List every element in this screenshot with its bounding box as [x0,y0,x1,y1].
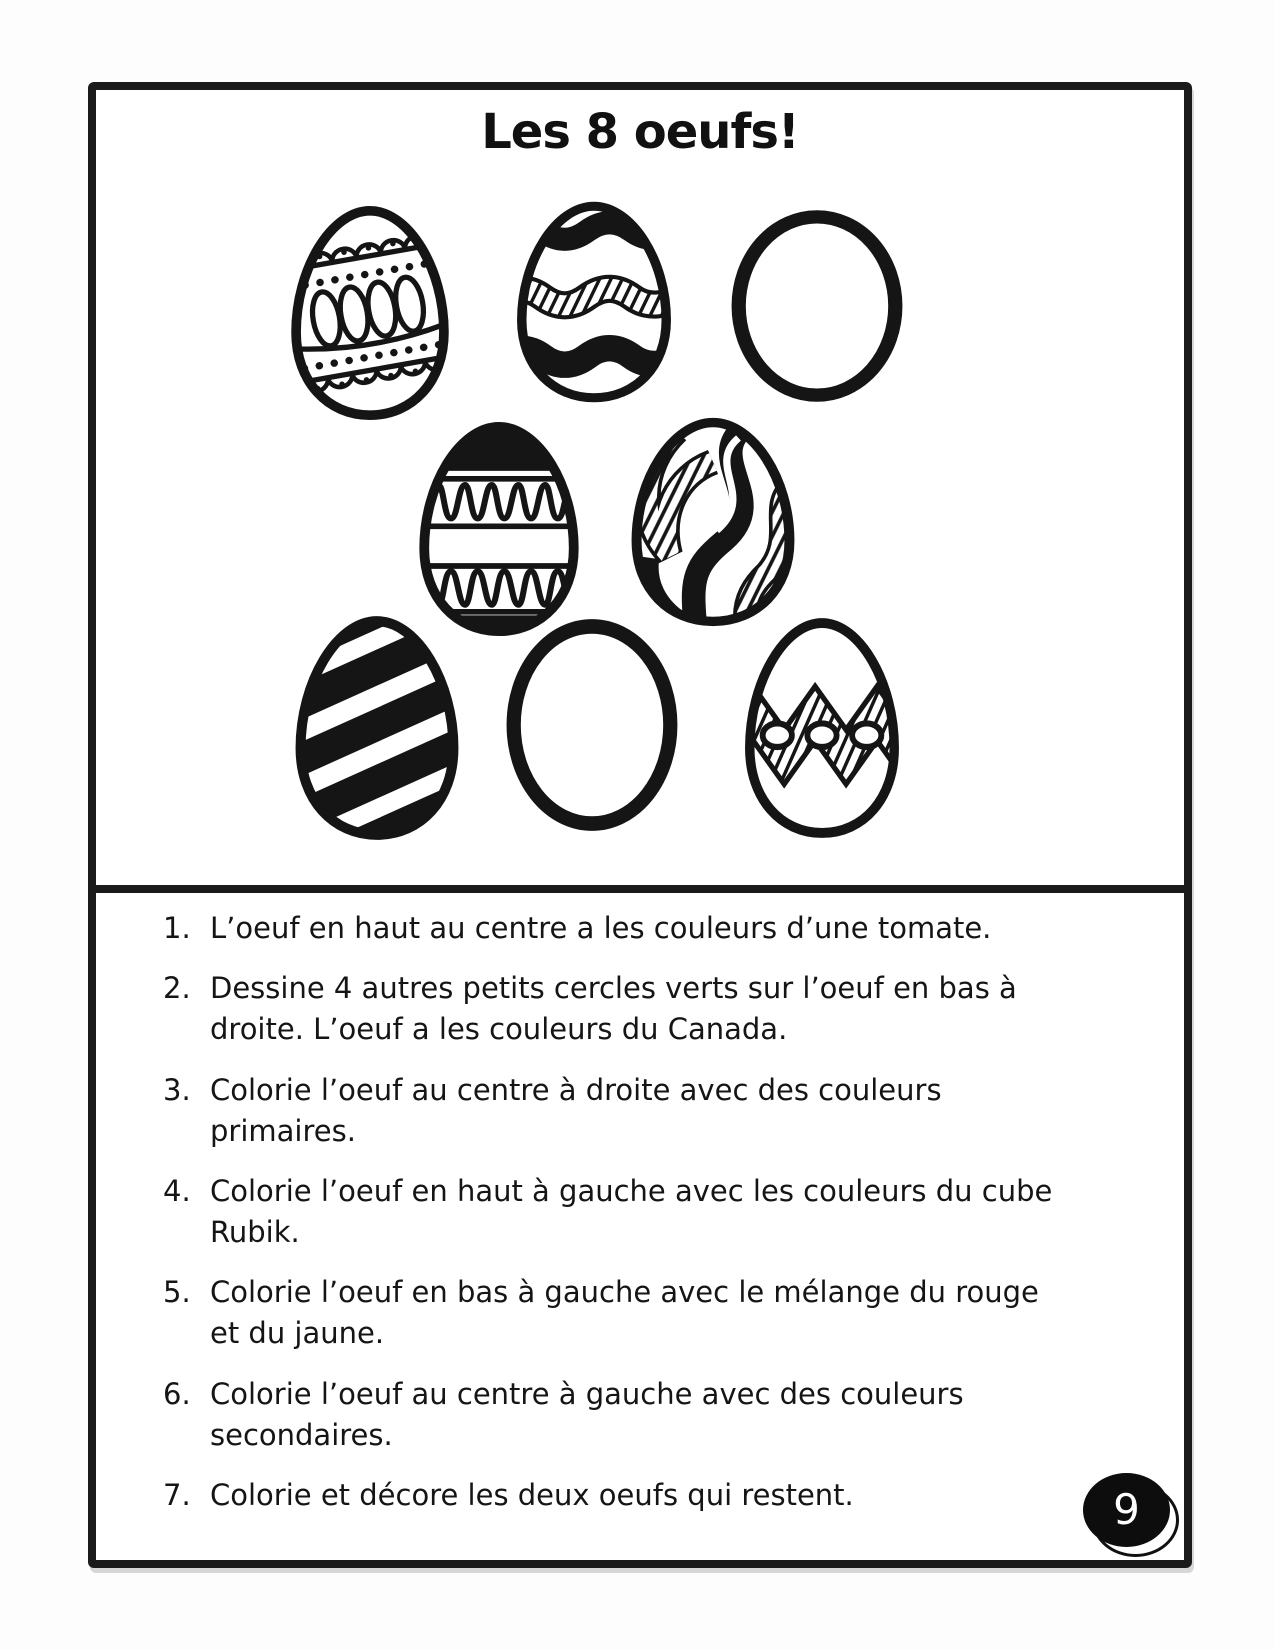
instruction-item [163,908,1148,949]
egg-center-left [410,418,588,640]
instruction-text: Colorie l’oeuf en haut à gauche avec les couleurs du cube Rubik. [210,1173,1053,1250]
instruction-text: Colorie et décore les deux oeufs qui restent. [210,1477,854,1512]
page-number: 9 [1113,1485,1140,1534]
instruction-number: 1. [163,911,191,945]
instruction-text: L’oeuf en haut au centre a les couleurs d’une tomate. [210,911,992,945]
instruction-item [163,1475,1148,1516]
egg-top-right [728,202,906,410]
instruction-number: 3. [163,1072,191,1107]
instruction-number: 7. [163,1477,191,1512]
instruction-text: Colorie l’oeuf au centre à gauche avec des couleurs secondaires. [210,1376,964,1452]
instruction-item [163,968,1148,1050]
egg-top-center [508,198,680,406]
egg-center-right [622,414,804,630]
instructions-list [163,908,1148,1535]
worksheet-frame [88,82,1192,1568]
instruction-number: 4. [163,1173,191,1208]
egg-bottom-left [286,612,468,844]
instruction-text: Colorie l’oeuf au centre à droite avec des couleurs primaires. [210,1072,942,1148]
instruction-number: 2. [163,971,191,1006]
egg-center-left-drawing [410,418,588,640]
instruction-item [163,1374,1148,1456]
egg-bottom-left-drawing [286,612,468,844]
egg-center-right-drawing [622,414,804,630]
instruction-item [163,1272,1148,1354]
instruction-item [163,1070,1148,1152]
instruction-number: 6. [163,1376,191,1411]
page-number-badge [1083,1473,1193,1568]
page-title: Les 8 oeufs! [481,104,799,160]
egg-bottom-center-drawing [503,610,681,840]
egg-top-left [282,202,458,424]
section-divider [96,885,1184,893]
instruction-text: Colorie l’oeuf en bas à gauche avec le mélange du rouge et du jaune. [210,1275,1039,1351]
page-number-disc [1083,1473,1170,1547]
egg-bottom-center [503,610,681,840]
egg-top-center-drawing [508,198,680,406]
instruction-number: 5. [163,1275,191,1310]
instruction-item [163,1171,1148,1253]
egg-bottom-right-drawing [736,614,908,842]
instruction-text: Dessine 4 autres petits cercles verts sur l’oeuf en bas à droite. L’oeuf a les couleurs du Canada. [210,971,1017,1047]
egg-top-left-drawing [282,202,458,424]
egg-bottom-right [736,614,908,842]
egg-top-right-drawing [728,202,906,410]
